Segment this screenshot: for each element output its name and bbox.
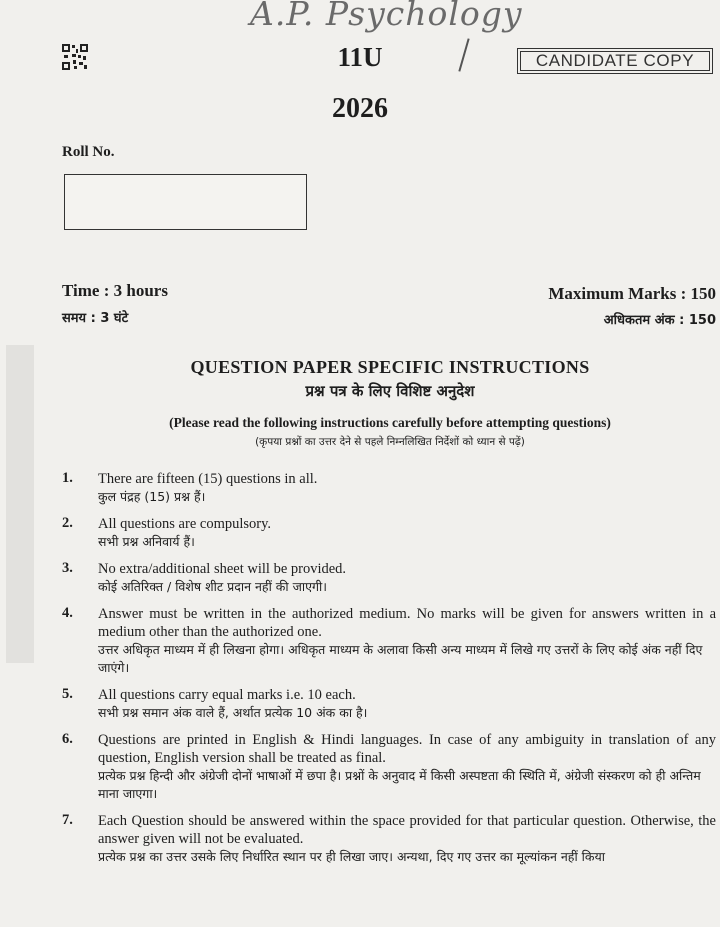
instruction-text-english: Questions are printed in English & Hindi languages. In case of any ambiguity in translation of any question, English version shall be treated as final. (98, 732, 716, 766)
instruction-text-hindi: प्रत्येक प्रश्न का उत्तर उसके लिए निर्धारित स्थान पर ही लिखा जाए। अन्यथा, दिए गए उत्तर का मूल्यांकन नहीं किया (98, 849, 605, 864)
roll-number-label: Roll No. (62, 144, 115, 160)
copy-label: CANDIDATE COPY (535, 51, 695, 70)
instruction-text-english: All questions are compulsory. (98, 516, 272, 532)
instruction-text-english: All questions carry equal marks i.e. 10 each. (98, 687, 356, 703)
instruction-text-hindi: सभी प्रश्न अनिवार्य हैं। (98, 534, 195, 549)
instruction-item (62, 560, 716, 596)
instruction-item (62, 686, 716, 722)
instruction-number: 4. (62, 605, 73, 621)
instruction-number: 6. (62, 731, 73, 747)
instruction-item (62, 731, 716, 803)
candidate-copy-badge (517, 48, 713, 74)
instruction-text-english: Answer must be written in the authorized medium. No marks will be given for answers written in a medium other than the authorized one. (98, 606, 716, 640)
handwritten-note: A.P. Psychology (250, 0, 523, 33)
instruction-item (62, 605, 716, 677)
instruction-number: 7. (62, 812, 73, 828)
instruction-text-hindi: प्रत्येक प्रश्न हिन्दी और अंग्रेजी दोनों भाषाओं में छपा है। प्रश्नों के अनुवाद में किसी अस्पष्टता की स्थिति में, अंग्रेजी संस्करण को ही अन्तिम माना जाएगा। (98, 768, 701, 801)
maximum-marks: Maximum Marks : 150 (548, 284, 716, 303)
read-carefully-note: (Please read the following instructions carefully before attempting questions) (169, 415, 611, 430)
maximum-marks-hindi: अधिकतम अंक : 150 (603, 313, 716, 328)
instruction-text-english: There are fifteen (15) questions in all. (98, 471, 318, 487)
exam-year: 2026 (332, 93, 388, 124)
instruction-text-hindi: सभी प्रश्न समान अंक वाले हैं, अर्थात प्रत्येक 10 अंक का है। (98, 705, 368, 720)
instruction-text-hindi: कुल पंद्रह (15) प्रश्न हैं। (98, 489, 206, 504)
instruction-list (62, 470, 716, 866)
roll-number-box[interactable] (64, 174, 307, 230)
instruction-number: 5. (62, 686, 73, 702)
instruction-text-hindi: उत्तर अधिकृत माध्यम में ही लिखना होगा। अधिकृत माध्यम के अलावा किसी अन्य माध्यम में लिखे गए उत्तरों के लिए कोई अंक नहीं दिए जाएंगे। (98, 642, 703, 675)
instructions-heading: QUESTION PAPER SPECIFIC INSTRUCTIONS (190, 357, 590, 377)
instruction-number: 2. (62, 515, 73, 531)
instruction-number: 3. (62, 560, 73, 576)
time-allowed-hindi: समय : 3 घंटे (62, 311, 129, 326)
instruction-text-english: No extra/additional sheet will be provided. (98, 561, 347, 577)
paper-code: 11U (337, 42, 383, 72)
instructions-heading-hindi: प्रश्न पत्र के लिए विशिष्ट अनुदेश (305, 382, 475, 400)
instruction-text-english: Each Question should be answered within the space provided for that particular question. Otherwise, the answer given will not be evaluated. (98, 813, 716, 847)
instruction-item (62, 470, 716, 506)
read-carefully-note-hindi: (कृपया प्रश्नों का उत्तर देने से पहले निम्नलिखित निर्देशों को ध्यान से पढ़ें) (255, 436, 525, 448)
instruction-item (62, 812, 716, 866)
instruction-text-hindi: कोई अतिरिक्त / विशेष शीट प्रदान नहीं की जाएगी। (98, 579, 328, 594)
instruction-number: 1. (62, 470, 73, 486)
time-allowed: Time : 3 hours (62, 281, 168, 300)
instruction-item (62, 515, 716, 551)
